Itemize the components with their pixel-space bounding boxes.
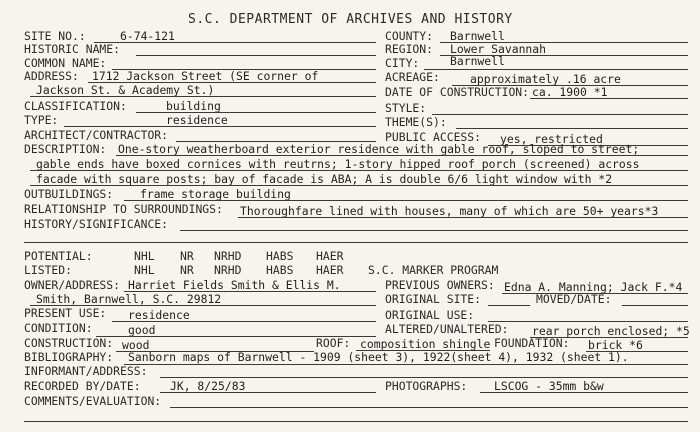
type-line <box>64 126 376 127</box>
description-line1: One-story weatherboard exterior residence with gable roof, sloped to street; <box>118 142 640 156</box>
description-rule1 <box>116 155 688 156</box>
recorded-by-label: RECORDED BY/DATE: <box>24 379 141 393</box>
condition-value: good <box>128 323 156 337</box>
photographs-label: PHOTOGRAPHS: <box>385 379 468 393</box>
listed-nrhd: NRHD <box>214 263 242 277</box>
outbuildings-value: frame storage building <box>140 187 291 201</box>
bibliography-line <box>124 364 688 365</box>
description-rule3 <box>30 185 688 186</box>
county-label: COUNTY: <box>385 29 434 43</box>
region-label: REGION: <box>385 42 434 56</box>
outbuildings-label: OUTBUILDINGS: <box>24 187 114 201</box>
moved-date-line <box>622 305 688 306</box>
original-site-line <box>488 305 530 306</box>
relationship-value: Thoroughfare lined with houses, many of which are 50+ years*3 <box>240 204 659 218</box>
potential-nr: NR <box>180 249 194 263</box>
present-use-label: PRESENT USE: <box>24 306 107 320</box>
foundation-value: brick *6 <box>588 338 643 352</box>
photographs-value: LSCOG - 35mm b&w <box>494 379 604 393</box>
owner-line2-value: Smith, Barnwell, S.C. 29812 <box>36 292 222 306</box>
listed-nhl: NHL <box>134 263 155 277</box>
common-name-label: COMMON NAME: <box>24 56 107 70</box>
listed-label: LISTED: <box>24 263 73 277</box>
bibliography-value: Sanborn maps of Barnwell - 1909 (sheet 3), 1922(sheet 4), 1932 (sheet 1). <box>128 350 629 364</box>
potential-nhl: NHL <box>134 249 155 263</box>
present-use-line <box>112 321 376 322</box>
type-value: residence <box>166 113 228 127</box>
description-line3: facade with square posts; bay of facade is ABA; A is double 6/6 light window with *2 <box>36 172 613 186</box>
original-use-label: ORIGINAL USE: <box>385 308 475 322</box>
condition-label: CONDITION: <box>24 321 93 335</box>
photographs-line <box>480 392 688 393</box>
owner-line1-value: Harriet Fields Smith & Ellis M. <box>128 278 341 292</box>
classification-value: building <box>166 99 221 113</box>
themes-line <box>456 128 688 129</box>
site-no-line <box>94 42 376 43</box>
public-access-value: yes, restricted <box>500 132 603 146</box>
date-of-construction-value: ca. 1900 *1 <box>532 85 608 99</box>
relationship-label: RELATIONSHIP TO SURROUNDINGS: <box>24 202 223 216</box>
informant-label: INFORMANT/ADDRESS: <box>24 364 148 378</box>
foundation-label: FOUNDATION: <box>494 336 570 350</box>
comments-label: COMMENTS/EVALUATION: <box>24 394 162 408</box>
type-label: TYPE: <box>24 113 59 127</box>
date-of-construction-line <box>530 98 688 99</box>
history-blank-line <box>24 242 688 243</box>
original-site-label: ORIGINAL SITE: <box>385 292 482 306</box>
previous-owners-label: PREVIOUS OWNERS: <box>385 278 495 292</box>
architect-label: ARCHITECT/CONTRACTOR: <box>24 128 169 142</box>
present-use-value: residence <box>128 308 190 322</box>
construction-value: wood <box>122 338 150 352</box>
description-line2: gable ends have boxed cornices with reutrns; 1-story hipped roof porch (screened) across <box>36 157 640 171</box>
history-label: HISTORY/SIGNIFICANCE: <box>24 217 169 231</box>
bibliography-label: BIBLIOGRAPHY: <box>24 350 114 364</box>
acreage-label: ACREAGE: <box>385 70 440 84</box>
outbuildings-line <box>124 200 688 201</box>
marker-program-label: S.C. MARKER PROGRAM <box>368 263 499 277</box>
site-no-value: 6-74-121 <box>120 29 175 43</box>
recorded-by-value: JK, 8/25/83 <box>170 379 246 393</box>
construction-label: CONSTRUCTION: <box>24 336 114 350</box>
address-line1-value: 1712 Jackson Street (SE corner of <box>92 69 319 83</box>
public-access-label: PUBLIC ACCESS: <box>385 130 482 144</box>
city-line <box>424 69 688 70</box>
altered-label: ALTERED/UNALTERED: <box>385 322 509 336</box>
form-title: S.C. DEPARTMENT OF ARCHIVES AND HISTORY <box>188 12 513 27</box>
historic-name-label: HISTORIC NAME: <box>24 42 121 56</box>
description-label: DESCRIPTION: <box>24 142 107 156</box>
roof-label: ROOF: <box>316 336 351 350</box>
roof-value: composition shingle <box>360 337 491 351</box>
themes-label: THEME(S): <box>385 115 447 129</box>
city-label: CITY: <box>385 56 420 70</box>
date-of-construction-label: DATE OF CONSTRUCTION: <box>385 85 530 99</box>
potential-label: POTENTIAL: <box>24 249 93 263</box>
city-value: Barnwell <box>450 54 505 68</box>
comments-line <box>170 407 688 408</box>
previous-owners-value: Edna A. Manning; Jack F.*4 <box>504 280 683 294</box>
listed-haer: HAER <box>316 263 344 277</box>
listed-nr: NR <box>180 263 194 277</box>
listed-habs: HABS <box>266 263 294 277</box>
classification-label: CLASSIFICATION: <box>24 99 127 113</box>
relationship-line <box>238 217 688 218</box>
owner-address-label: OWNER/ADDRESS: <box>24 278 121 292</box>
historic-name-line <box>136 55 376 56</box>
informant-line <box>160 377 688 378</box>
county-value: Barnwell <box>450 29 505 43</box>
description-rule2 <box>30 170 688 171</box>
potential-haer: HAER <box>316 249 344 263</box>
comments-blank-line <box>24 421 688 422</box>
recorded-by-line <box>160 392 376 393</box>
potential-habs: HABS <box>266 249 294 263</box>
style-line <box>432 114 688 115</box>
potential-nrhd: NRHD <box>214 249 242 263</box>
address-line2-rule <box>30 96 376 97</box>
altered-value: rear porch enclosed; *5 <box>532 324 690 338</box>
address-label: ADDRESS: <box>24 69 79 83</box>
original-use-line <box>488 321 688 322</box>
acreage-value: approximately .16 acre <box>470 72 621 86</box>
moved-date-label: MOVED/DATE: <box>536 292 612 306</box>
history-line <box>180 230 688 231</box>
style-label: STYLE: <box>385 101 427 115</box>
region-value: Lower Savannah <box>450 42 547 56</box>
address-line2-value: Jackson St. & Academy St.) <box>36 83 215 97</box>
site-no-label: SITE NO.: <box>24 29 86 43</box>
